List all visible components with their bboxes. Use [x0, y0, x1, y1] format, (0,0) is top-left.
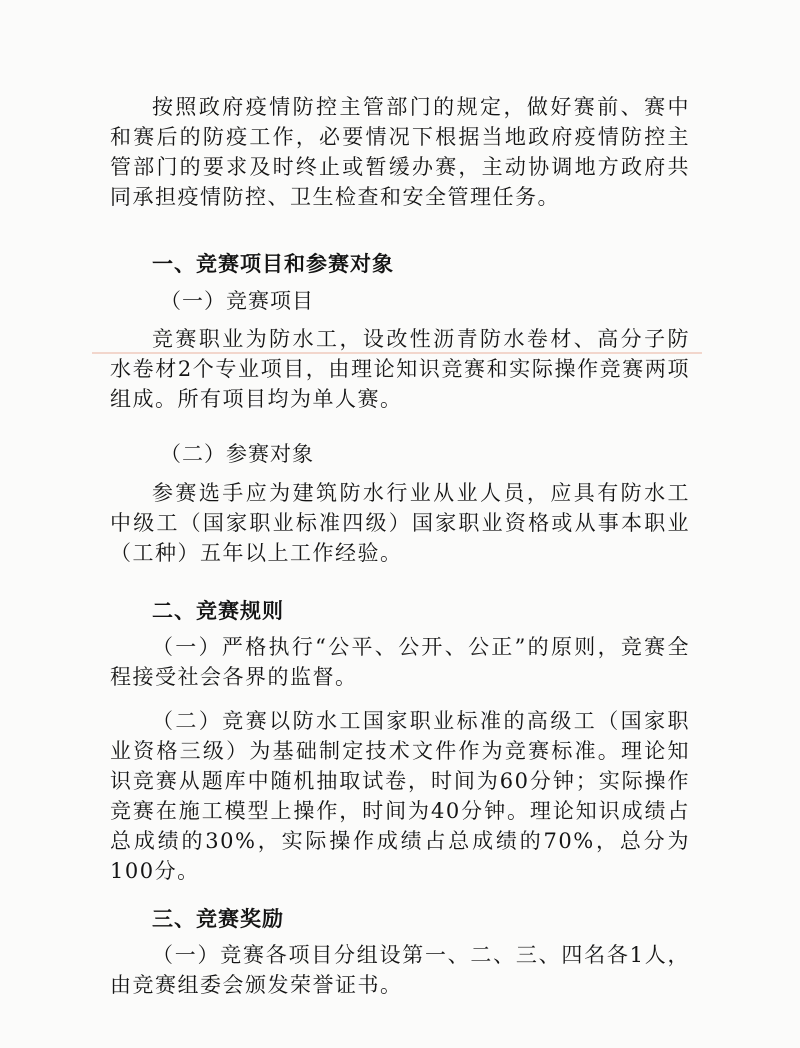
section-3-1-text: （一）竞赛各项目分组设第一、二、三、四名各1人，由竞赛组委会颁发荣誉证书。 [110, 943, 690, 997]
section-1-1-paragraph [110, 324, 690, 414]
section-1-heading: 一、竞赛项目和参赛对象 [152, 252, 394, 276]
section-1-1-heading: （一）竞赛项目 [160, 289, 314, 313]
intro-paragraph [110, 92, 690, 212]
section-1-2-paragraph [110, 478, 690, 568]
section-3-heading: 三、竞赛奖励 [152, 907, 284, 931]
section-2-1-text: （一）严格执行“公平、公开、公正”的原则，竞赛全程接受社会各界的监督。 [110, 635, 690, 689]
section-2-2-text: （二）竞赛以防水工国家职业标准的高级工（国家职业资格三级）为基础制定技术文件作为竞赛标准。理论知识竞赛从题库中随机抽取试卷，时间为60分钟；实际操作竞赛在施工模型上操作，时间为40分钟。理论知识成绩占总成绩的30%，实际操作成绩占总成绩的70%，总分为100分。 [110, 709, 690, 883]
section-2-heading: 二、竞赛规则 [152, 599, 284, 623]
section-2-1-paragraph [110, 632, 690, 692]
section-1-2-heading: （二）参赛对象 [160, 442, 314, 466]
section-1-2-text: 参赛选手应为建筑防水行业从业人员，应具有防水工中级工（国家职业标准四级）国家职业资格或从事本职业（工种）五年以上工作经验。 [110, 481, 690, 565]
intro-text: 按照政府疫情防控主管部门的规定，做好赛前、赛中和赛后的防疫工作，必要情况下根据当地政府疫情防控主管部门的要求及时终止或暂缓办赛，主动协调地方政府共同承担疫情防控、卫生检查和安全管理任务。 [110, 95, 690, 209]
section-1-1-text: 竞赛职业为防水工，设改性沥青防水卷材、高分子防水卷材2个专业项目，由理论知识竞赛和实际操作竞赛两项组成。所有项目均为单人赛。 [110, 327, 690, 411]
section-2-2-paragraph [110, 706, 690, 886]
section-3-1-paragraph [110, 940, 690, 1000]
